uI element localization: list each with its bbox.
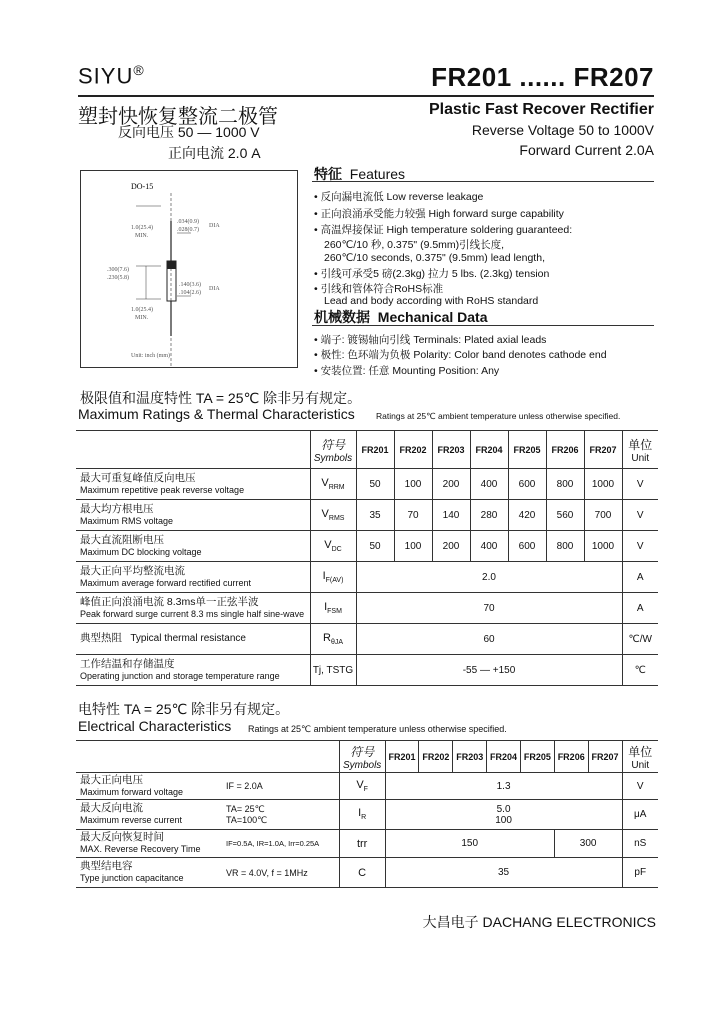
package-drawing — [81, 171, 297, 367]
table-header-row — [76, 431, 658, 469]
table-row: 最大正向电压 Maximum forward voltage IF = 2.0A $V_F$ 1.3 V — [76, 773, 658, 800]
mechanical-item: • 安装位置: 任意 Mounting Position: Any — [314, 365, 500, 377]
part-header: FR206 — [554, 741, 588, 773]
part-header: FR202 — [394, 431, 432, 469]
header-divider — [78, 95, 654, 97]
feature-item: • 反向漏电流低 Low reverse leakage — [314, 191, 484, 203]
reverse-voltage-cn: 反向电压 50 — 1000 V — [118, 124, 260, 140]
part-header: FR207 — [584, 431, 622, 469]
part-header: FR201 — [356, 431, 394, 469]
reverse-voltage-en: Reverse Voltage 50 to 1000V — [471, 122, 654, 138]
part-header: FR204 — [487, 741, 521, 773]
table-row: 最大反向恢复时间 MAX. Reverse Recovery Time IF=0.5A, IR=1.0A, Irr=0.25A trr 150 300 nS — [76, 830, 658, 858]
forward-current-cn: 正向电流 2.0 A — [168, 145, 261, 161]
package-diagram — [80, 170, 298, 368]
part-header: FR205 — [508, 431, 546, 469]
part-header: FR204 — [470, 431, 508, 469]
part-header: FR201 — [385, 741, 419, 773]
table-row: 最大可重复峰值反向电压 Maximum repetitive peak reverse voltage $V_{RRM}$ 50 100 200 400 600 800 1000 V — [76, 469, 658, 500]
electrical-note: Ratings at 25℃ ambient temperature unless otherwise specified. — [248, 724, 507, 734]
mechanical-item: • 端子: 镀锡轴向引线 Terminals: Plated axial leads — [314, 334, 547, 346]
max-ratings-title-en: Maximum Ratings & Thermal Characteristics — [78, 406, 355, 422]
table-row: 最大正向平均整流电流 Maximum average forward rectified current $I_{F(AV)}$ 2.0 A — [76, 562, 658, 593]
unit-header: 单位 Unit — [622, 431, 658, 469]
company-footer: 大昌电子 DACHANG ELECTRONICS — [422, 914, 656, 930]
feature-item: • 正向浪涌承受能力较强 High forward surge capability — [314, 208, 564, 220]
part-header: FR203 — [432, 431, 470, 469]
part-header: FR206 — [546, 431, 584, 469]
max-ratings-table — [76, 430, 658, 686]
max-ratings-title-cn: 极限值和温度特性 TA = 25℃ 除非另有规定。 — [80, 390, 362, 406]
svg-text:1.0(25.4) MIN. .03: 1.0(25.4) MIN. .034(0.9) .028(0.7) DIA .300(7.6) .230(5.8) .140(3.6) .104(2.6) DIA 1.0(25.4) MIN. Unit: inch (mm) — [107, 219, 220, 359]
brand-logo: SIYU® — [78, 62, 145, 89]
max-ratings-note: Ratings at 25℃ ambient temperature unless otherwise specified. — [376, 411, 621, 421]
forward-current-en: Forward Current 2.0A — [519, 142, 654, 158]
table-row: 最大直流阻断电压 Maximum DC blocking voltage $V_{DC}$ 50 100 200 400 600 800 1000 V — [76, 531, 658, 562]
electrical-title-en: Electrical Characteristics — [78, 718, 232, 734]
feature-item: 260℃/10 秒, 0.375" (9.5mm)引线长度, — [324, 239, 505, 251]
electrical-table — [76, 740, 658, 888]
symbols-header: 符号 Symbols — [339, 741, 385, 773]
electrical-title-cn: 电特性 TA = 25℃ 除非另有规定。 — [78, 701, 290, 717]
feature-item: Lead and body according with RoHS standard — [324, 295, 539, 307]
feature-item: • 引线可承受5 磅(2.3kg) 拉力 5 lbs. (2.3kg) tension — [314, 268, 550, 280]
table-row: 最大反向电流 Maximum reverse current TA= 25℃ TA=100℃ $I_R$ 5.0 100 μA — [76, 800, 658, 830]
symbols-header: 符号 Symbols — [310, 431, 356, 469]
features-divider — [312, 181, 654, 182]
mechanical-divider — [312, 325, 654, 326]
feature-item: • 引线和管体符合RoHS标准 — [314, 283, 444, 295]
feature-item: 260℃/10 seconds, 0.375" (9.5mm) lead length, — [324, 252, 545, 264]
part-header: FR207 — [588, 741, 622, 773]
table-row: 典型结电容 Type junction capacitance VR = 4.0V, f = 1MHz C 35 pF — [76, 858, 658, 888]
table-row: 工作结温和存储温度 Operating junction and storage temperature range Tj, TSTG -55 — +150 ℃ — [76, 655, 658, 686]
part-number-range: FR201 ...... FR207 — [431, 62, 654, 92]
features-heading: 特征 Features — [314, 166, 406, 182]
table-row: 典型热阻 Typical thermal resistance $R_{\theta JA}$ 60 ℃/W — [76, 624, 658, 655]
mechanical-heading: 机械数据 Mechanical Data — [314, 309, 488, 325]
feature-item: • 高温焊接保证 High temperature soldering guaranteed: — [314, 224, 573, 236]
title-cn: 塑封快恢复整流二极管 — [78, 106, 278, 128]
mechanical-item: • 极性: 色环端为负极 Polarity: Color band denotes cathode end — [314, 349, 607, 361]
part-header: FR203 — [453, 741, 487, 773]
part-header: FR202 — [419, 741, 453, 773]
table-row: 最大均方根电压 Maximum RMS voltage $V_{RMS}$ 35 70 140 280 420 560 700 V — [76, 500, 658, 531]
table-row: 峰值正向浪涌电流 8.3ms单一正弦半波 Peak forward surge current 8.3 ms single half sine-wave $I_{FSM}$ 70 A — [76, 593, 658, 624]
unit-header: 单位 Unit — [622, 741, 658, 773]
title-en: Plastic Fast Recover Rectifier — [429, 101, 654, 118]
table-header-row — [76, 741, 658, 773]
part-header: FR205 — [520, 741, 554, 773]
package-label: DO-15 — [131, 182, 154, 191]
